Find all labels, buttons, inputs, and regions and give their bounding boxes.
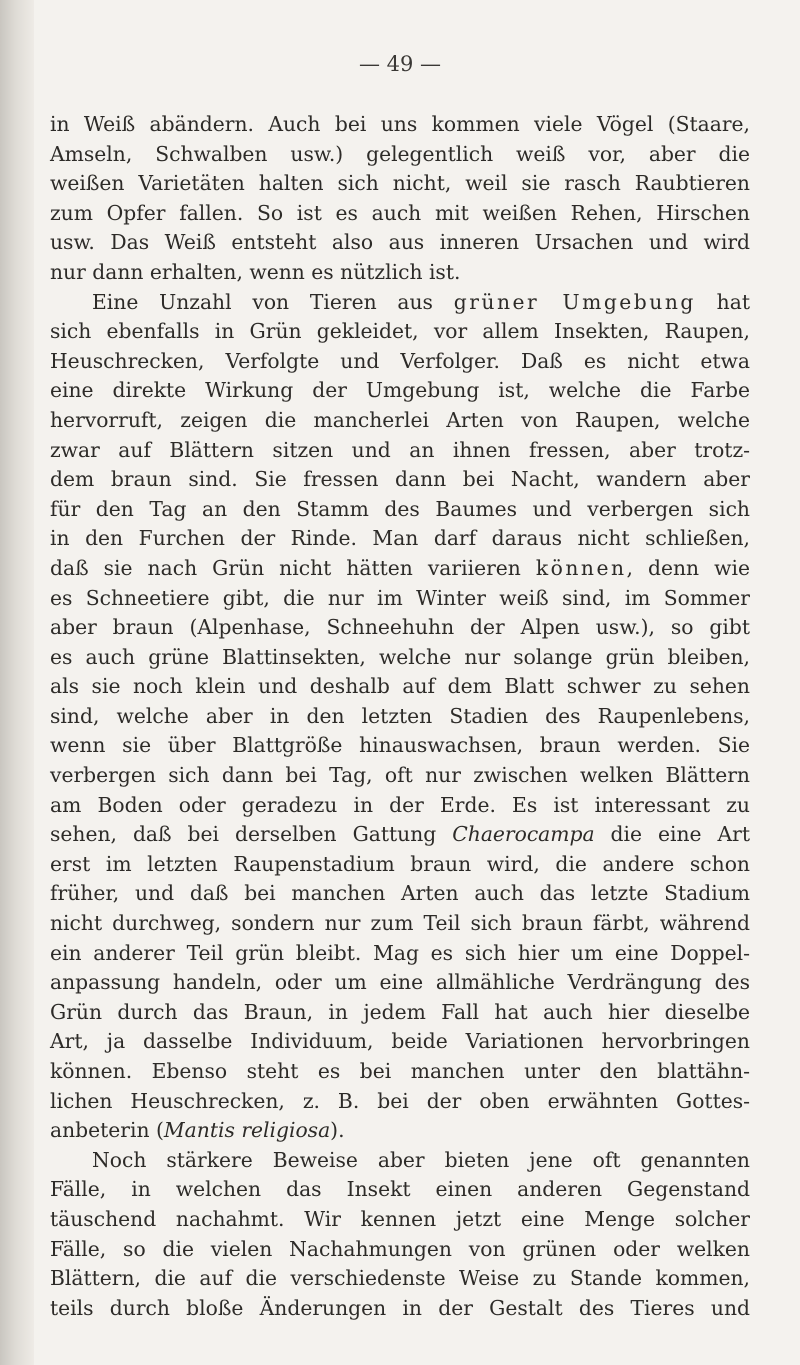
text-line: sich ebenfalls in Grün gekleidet, vor allem Insekten, Raupen, [50, 319, 750, 344]
text-line: teils durch bloße Änderungen in der Gestalt des Tieres und [50, 1295, 750, 1320]
text-line: sind, welche aber in den letzten Stadien des Raupenlebens, [50, 703, 750, 728]
text-line: lichen Heuschrecken, z. B. bei der oben erwähnten Gottes- [50, 1088, 750, 1113]
text-line: hervorruft, zeigen die mancherlei Arten von Raupen, welche [50, 407, 750, 432]
text-line: weißen Varietäten halten sich nicht, weil sie rasch Raubtieren [50, 171, 750, 196]
text-line: als sie noch klein und deshalb auf dem Blatt schwer zu sehen [50, 674, 750, 699]
body-text [50, 110, 750, 1323]
text-span: hat [695, 289, 750, 314]
text-line [50, 1116, 750, 1146]
text-line: Blättern, die auf die verschiedenste Weise zu Stande kommen, [50, 1266, 750, 1291]
text-line: es Schneetiere gibt, die nur im Winter weiß sind, im Sommer [50, 585, 750, 610]
emphasized-text: grüner Umgebung [453, 289, 696, 314]
text-line: Art, ja dasselbe Individuum, beide Variationen hervorbringen [50, 1029, 750, 1054]
text-line: früher, und daß bei manchen Arten auch das letzte Stadium [50, 881, 750, 906]
text-line: ein anderer Teil grün bleibt. Mag es sich hier um eine Doppel- [50, 940, 750, 965]
text-line: nur dann erhalten, wenn es nützlich ist. [50, 259, 461, 284]
text-line: eine direkte Wirkung der Umgebung ist, welche die Farbe [50, 378, 750, 403]
text-line: verbergen sich dann bei Tag, oft nur zwischen welken Blättern [50, 763, 750, 788]
text-line: am Boden oder geradezu in der Erde. Es ist interessant zu [50, 792, 750, 817]
text-line [50, 554, 750, 584]
text-line [50, 288, 750, 318]
text-line: Amseln, Schwalben usw.) gelegentlich weiß vor, aber die [50, 141, 750, 166]
text-line: in den Furchen der Rinde. Man darf daraus nicht schließen, [50, 526, 750, 551]
text-span: anbeterin ( [50, 1118, 164, 1143]
text-line: zwar auf Blättern sitzen und an ihnen fressen, aber trotz- [50, 437, 750, 462]
text-line: dem braun sind. Sie fressen dann bei Nacht, wandern aber [50, 467, 750, 492]
text-line: Noch stärkere Beweise aber bieten jene oft genannten [92, 1147, 750, 1172]
species-name: Mantis religiosa [163, 1118, 331, 1143]
book-gutter-shadow [0, 0, 34, 1365]
text-line: es auch grüne Blattinsekten, welche nur solange grün bleiben, [50, 644, 750, 669]
text-line: Heuschrecken, Verfolgte und Verfolger. Daß es nicht etwa [50, 348, 750, 373]
text-span: daß sie nach Grün nicht hätten variieren [50, 555, 536, 580]
genus-name: Chaerocampa [452, 822, 595, 847]
text-line: usw. Das Weiß entsteht also aus inneren Ursachen und wird [50, 230, 750, 255]
text-line: Fälle, so die vielen Nachahmungen von grünen oder welken [50, 1236, 750, 1261]
text-span: sehen, daß bei derselben Gattung [50, 822, 453, 847]
text-line: wenn sie über Blattgröße hinauswachsen, braun werden. Sie [50, 733, 750, 758]
text-line: in Weiß abändern. Auch bei uns kommen viele Vögel (Staare, [50, 112, 750, 136]
text-line: Fälle, in welchen das Insekt einen anderen Gegenstand [50, 1177, 750, 1202]
text-span: die eine Art [594, 822, 750, 847]
text-line: täuschend nachahmt. Wir kennen jetzt eine Menge solcher [50, 1206, 750, 1231]
text-span: , denn wie [626, 555, 750, 580]
text-line: nicht durchweg, sondern nur zum Teil sich braun färbt, während [50, 911, 750, 936]
text-span: Eine Unzahl von Tieren aus [92, 289, 454, 314]
text-line: anpassung handeln, oder um eine allmähliche Verdrängung des [50, 970, 750, 995]
text-line: erst im letzten Raupenstadium braun wird, die andere schon [50, 851, 750, 876]
text-line: können. Ebenso steht es bei manchen unter den blattähn- [50, 1059, 750, 1083]
text-line: für den Tag an den Stamm des Baumes und verbergen sich [50, 496, 750, 521]
text-line: zum Opfer fallen. So ist es auch mit weißen Rehen, Hirschen [50, 200, 750, 225]
text-span: ). [330, 1118, 345, 1143]
emphasized-text: können [535, 555, 627, 580]
text-line: aber braun (Alpenhase, Schneehuhn der Alpen usw.), so gibt [50, 615, 750, 640]
page-number: — 49 — [358, 52, 442, 76]
text-line: Grün durch das Braun, in jedem Fall hat auch hier dieselbe [50, 999, 750, 1024]
text-line [50, 820, 750, 850]
